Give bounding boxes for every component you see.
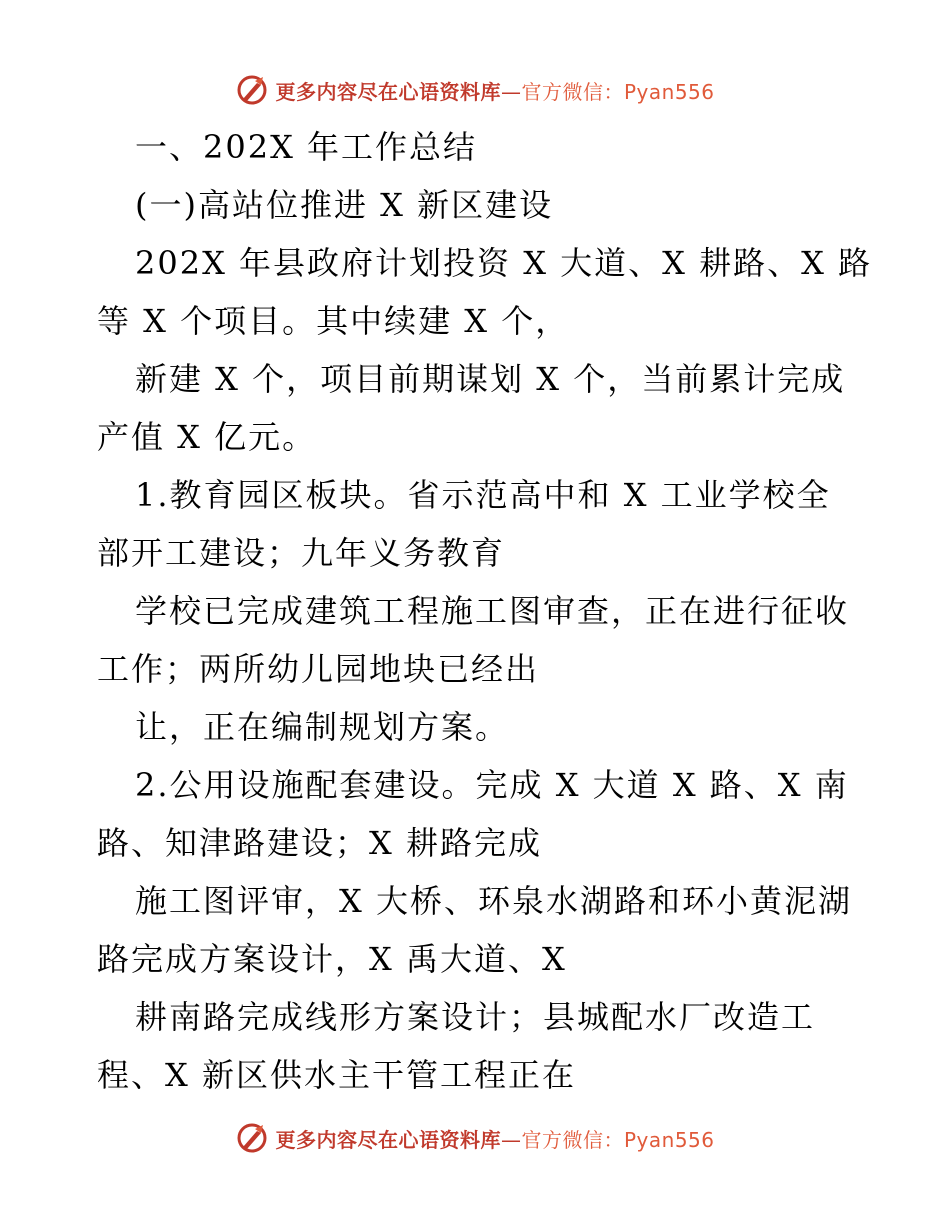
paragraph-line: 耕南路完成线形方案设计；县城配水厂改造工 bbox=[135, 998, 816, 1036]
paragraph-line: 路完成方案设计，X 禹大道、X bbox=[97, 940, 567, 978]
quill-pen-logo-icon bbox=[235, 1121, 269, 1155]
paragraph-line: 学校已完成建筑工程施工图审查，正在进行征收 bbox=[135, 592, 850, 630]
watermark-text: 更多内容尽在心语资料库—官方微信：Pyan556 bbox=[275, 1127, 715, 1152]
paragraph-line: 路、知津路建设；X 耕路完成 bbox=[97, 824, 542, 862]
paragraph-line: 新建 X 个，项目前期谋划 X 个，当前累计完成 bbox=[135, 360, 846, 398]
quill-pen-logo-icon bbox=[235, 73, 269, 107]
paragraph-line: 施工图评审，X 大桥、环泉水湖路和环小黄泥湖 bbox=[135, 882, 852, 920]
watermark-text: 更多内容尽在心语资料库—官方微信：Pyan556 bbox=[275, 79, 715, 104]
paragraph-line: 等 X 个项目。其中续建 X 个， bbox=[97, 302, 570, 340]
paragraph-line: 产值 X 亿元。 bbox=[97, 418, 317, 456]
footer-watermark-banner bbox=[0, 1118, 950, 1158]
subsection-heading: (一)高站位推进 X 新区建设 bbox=[135, 186, 554, 224]
header-watermark-banner bbox=[0, 70, 950, 110]
paragraph-line: 工作；两所幼儿园地块已经出 bbox=[97, 650, 540, 688]
paragraph-line: 让，正在编制规划方案。 bbox=[135, 708, 510, 746]
paragraph-line: 程、X 新区供水主干管工程正在 bbox=[97, 1056, 576, 1094]
section-heading: 一、202X 年工作总结 bbox=[135, 128, 478, 166]
paragraph-line: 1.教育园区板块。省示范高中和 X 工业学校全 bbox=[135, 476, 831, 514]
paragraph-line: 2.公用设施配套建设。完成 X 大道 X 路、X 南 bbox=[135, 766, 849, 804]
document-body bbox=[97, 118, 873, 1104]
paragraph-line: 202X 年县政府计划投资 X 大道、X 耕路、X 路 bbox=[135, 244, 873, 282]
paragraph-line: 部开工建设；九年义务教育 bbox=[97, 534, 506, 572]
